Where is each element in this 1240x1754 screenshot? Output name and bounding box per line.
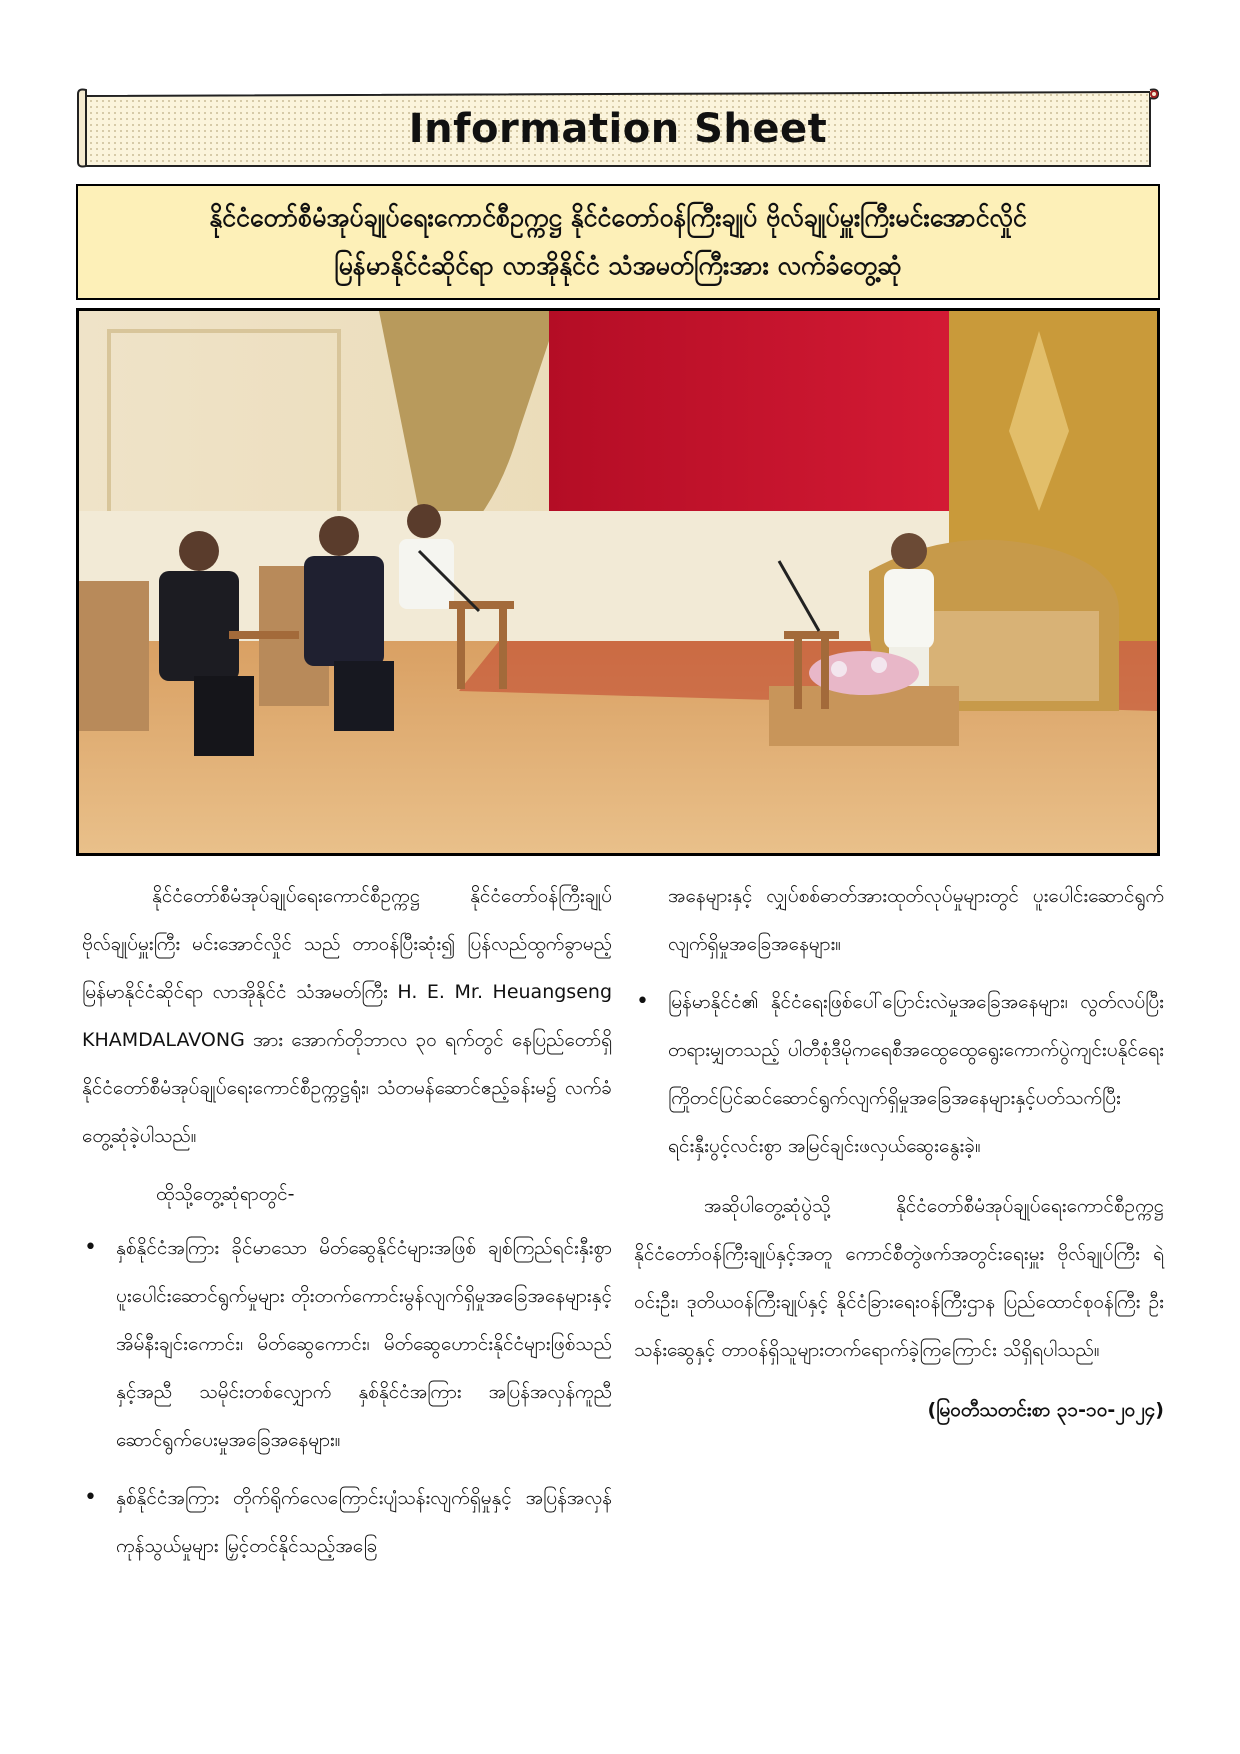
bullet-icon: • — [84, 1235, 97, 1260]
meeting-photo-icon — [79, 311, 1157, 853]
title-banner — [76, 86, 1160, 172]
body-left-column — [82, 872, 612, 1580]
meeting-photo — [76, 308, 1160, 856]
bullet-list-left — [82, 1224, 612, 1570]
list-item: • နှစ်နိုင်ငံအကြား ခိုင်မာသော မိတ်ဆွေနိုင်ငံများအဖြစ် ချစ်ကြည်ရင်းနှီးစွာ ပူးပေါင်းဆောင်ရွက်မှုများ တိုးတက်ကောင်းမွန်လျက်ရှိမှုအခြေအနေများနှင့် အိမ်နီးချင်းကောင်း၊ မိတ်ဆွေကောင်း၊ မိတ်ဆွေဟောင်းနိုင်ငံများဖြစ်သည်နှင့်အညီ သမိုင်းတစ်လျှောက် နှစ်နိုင်ငံအကြား အပြန်အလှန်ကူညီဆောင်ရွက်ပေးမှုအခြေအနေများ။ — [82, 1224, 612, 1464]
intro-paragraph: နိုင်ငံတော်စီမံအုပ်ချုပ်ရေးကောင်စီဥက္ကဋ္ဌ နိုင်ငံတော်ဝန်ကြီးချုပ် ဗိုလ်ချုပ်မှူးကြီး မင်းအောင်လှိုင် သည် တာဝန်ပြီးဆုံး၍ ပြန်လည်ထွက်ခွာမည့် မြန်မာနိုင်ငံဆိုင်ရာ လာအိုနိုင်ငံ သံအမတ်ကြီး H. E. Mr. Heuangseng KHAMDALAVONG အား အောက်တိုဘာလ ၃၀ ရက်တွင် နေပြည်တော်ရှိ နိုင်ငံတော်စီမံအုပ်ချုပ်ရေးကောင်စီဥက္ကဋ္ဌရုံး၊ သံတမန်ဆောင်ဧည့်ခန်းမ၌ လက်ခံတွေ့ဆုံခဲ့ပါသည်။ — [82, 885, 612, 1147]
headline-box — [76, 184, 1160, 300]
body-right-column — [634, 872, 1164, 1434]
headline-line-1: နိုင်ငံတော်စီမံအုပ်ချုပ်ရေးကောင်စီဥက္ကဋ္ဌ နိုင်ငံတော်ဝန်ကြီးချုပ် ဗိုလ်ချုပ်မှူးကြီးမင်းအောင်လှိုင် — [209, 203, 1027, 232]
bullet-icon: • — [84, 1485, 97, 1510]
bullet-list-right — [634, 978, 1164, 1170]
list-item: • နှစ်နိုင်ငံအကြား တိုက်ရိုက်လေကြောင်းပျံသန်းလျက်ရှိမှုနှင့် အပြန်အလှန်ကုန်သွယ်မှုများ မြှင့်တင်နိုင်သည့်အခြေ — [82, 1474, 612, 1570]
list-item: • မြန်မာနိုင်ငံ၏ နိုင်ငံရေးဖြစ်ပေါ်ပြောင်းလဲမှုအခြေအနေများ၊ လွတ်လပ်ပြီး တရားမျှတသည့် ပါတီစုံဒီမိုကရေစီအထွေထွေရွေးကောက်ပွဲကျင်းပနိုင်ရေး ကြိုတင်ပြင်ဆင်ဆောင်ရွက်လျက်ရှိမှုအခြေအနေများနှင့်ပတ်သက်ပြီး ရင်းနှီးပွင့်လင်းစွာ အမြင်ချင်းဖလှယ်ဆွေးနွေးခဲ့။ — [634, 978, 1164, 1170]
continuation-text: အနေများနှင့် လျှပ်စစ်ဓာတ်အားထုတ်လုပ်မှုများတွင် ပူးပေါင်းဆောင်ရွက်လျက်ရှိမှုအခြေအနေများ။ — [668, 885, 1164, 955]
bullet-icon: • — [636, 989, 649, 1014]
closing-paragraph: အဆိုပါတွေ့ဆုံပွဲသို့ နိုင်ငံတော်စီမံအုပ်ချုပ်ရေးကောင်စီဥက္ကဋ္ဌ နိုင်ငံတော်ဝန်ကြီးချုပ်နှင့်အတူ ကောင်စီတွဲဖက်အတွင်းရေးမှူး ဗိုလ်ချုပ်ကြီး ရဲဝင်းဦး၊ ဒုတိယဝန်ကြီးချုပ်နှင့် နိုင်ငံခြားရေးဝန်ကြီးဌာန ပြည်ထောင်စုဝန်ကြီး ဦးသန်းဆွေနှင့် တာဝန်ရှိသူများတက်ရောက်ခဲ့ကြကြောင်း သိရှိရပါသည်။ — [634, 1195, 1164, 1361]
page-title: Information Sheet — [408, 106, 828, 152]
headline-line-2: မြန်မာနိုင်ငံဆိုင်ရာ လာအိုနိုင်ငံ သံအမတ်ကြီးအား လက်ခံတွေ့ဆုံ — [334, 251, 902, 280]
source-citation: (မြဝတီသတင်းစာ ၃၁-၁၀-၂၀၂၄) — [927, 1399, 1164, 1421]
lead-text: ထိုသို့တွေ့ဆုံရာတွင်- — [156, 1183, 295, 1205]
